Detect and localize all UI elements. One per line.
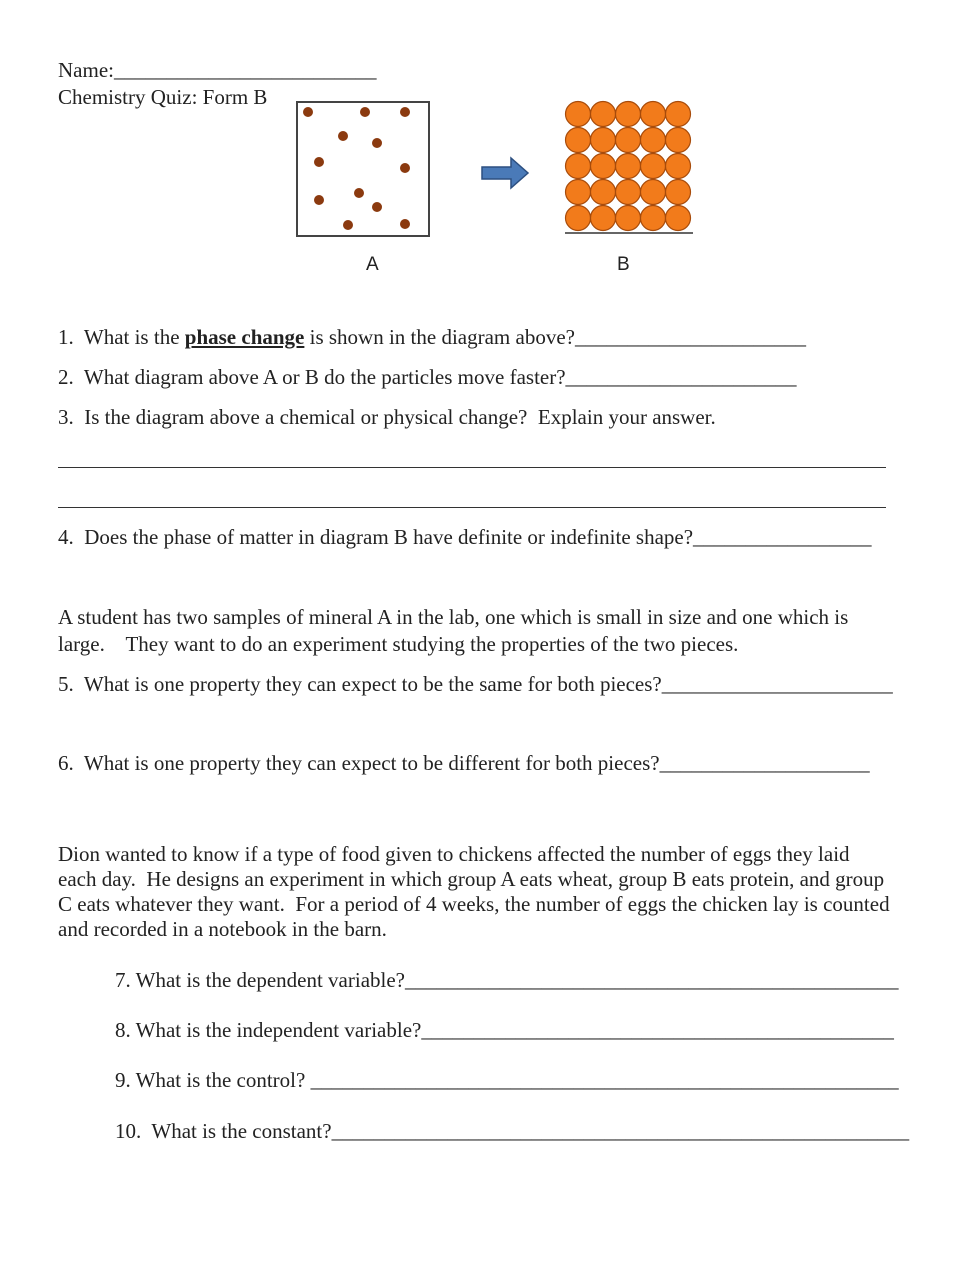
answer-line-3a[interactable] [58,467,886,468]
diagram-b-label: B [617,254,630,275]
passage-2-line-4: and recorded in a notebook in the barn. [58,917,387,941]
question-9[interactable]: 9. What is the control? ________________________________________________________ [115,1068,899,1092]
solid-particle [591,206,616,231]
question-1-start: 1. What is the [58,325,185,349]
name-field[interactable]: Name:_________________________ [58,58,377,82]
solid-particle [616,180,641,205]
solid-particle [566,154,591,179]
quiz-title: Chemistry Quiz: Form B [58,85,268,109]
diagram-a-box [296,101,430,237]
solid-particle [566,180,591,205]
question-2[interactable]: 2. What diagram above A or B do the particles move faster?______________________ [58,365,797,389]
gas-particle [400,219,410,229]
solid-particle [666,154,691,179]
gas-particle [360,107,370,117]
gas-particle [343,220,353,230]
gas-particle [303,107,313,117]
solid-particle [591,128,616,153]
question-10[interactable]: 10. What is the constant?_______________________________________________________ [115,1119,910,1143]
passage-2-line-3: C eats whatever they want. For a period of 4 weeks, the number of eggs the chicken lay is counted [58,892,890,916]
solid-particle [591,102,616,127]
solid-particle [641,128,666,153]
question-1 [58,325,806,349]
question-7[interactable]: 7. What is the dependent variable?_______________________________________________ [115,968,899,992]
solid-particle [666,128,691,153]
diagram-a-label: A [366,254,379,275]
right-arrow-icon [481,156,531,190]
question-1-emphasis: phase change [184,325,305,349]
solid-particle [566,206,591,231]
solid-particle [566,128,591,153]
gas-particle [400,107,410,117]
gas-particle [372,138,382,148]
solid-particle [666,180,691,205]
gas-particle [314,195,324,205]
gas-particle [372,202,382,212]
question-8[interactable]: 8. What is the independent variable?_____________________________________________ [115,1018,894,1042]
solid-particle [616,154,641,179]
solid-particle [641,206,666,231]
solid-particle [641,154,666,179]
question-1-end[interactable]: is shown in the diagram above?______________________ [304,325,806,349]
solid-particle [641,102,666,127]
question-6[interactable]: 6. What is one property they can expect to be different for both pieces?____________________ [58,751,870,775]
answer-line-3b[interactable] [58,507,886,508]
solid-particle [641,180,666,205]
solid-particle [666,102,691,127]
solid-particle [616,102,641,127]
solid-particle [666,206,691,231]
solid-particle [616,206,641,231]
solid-particle [591,154,616,179]
diagram-b-particles [563,99,697,237]
question-4[interactable]: 4. Does the phase of matter in diagram B have definite or indefinite shape?_________________ [58,525,872,549]
gas-particle [354,188,364,198]
solid-particle [591,180,616,205]
passage-1-line-1: A student has two samples of mineral A in the lab, one which is small in size and one which is [58,605,849,629]
gas-particle [314,157,324,167]
gas-particle [400,163,410,173]
passage-2-line-2: each day. He designs an experiment in which group A eats wheat, group B eats protein, and group [58,867,885,891]
question-5[interactable]: 5. What is one property they can expect to be the same for both pieces?______________________ [58,672,893,696]
passage-2-line-1: Dion wanted to know if a type of food given to chickens affected the number of eggs they laid [58,842,850,866]
diagram-a-particles [298,103,428,235]
question-3: 3. Is the diagram above a chemical or physical change? Explain your answer. [58,405,716,429]
passage-1-line-2: large. They want to do an experiment studying the properties of the two pieces. [58,632,739,656]
solid-particle [616,128,641,153]
gas-particle [338,131,348,141]
solid-particle [566,102,591,127]
